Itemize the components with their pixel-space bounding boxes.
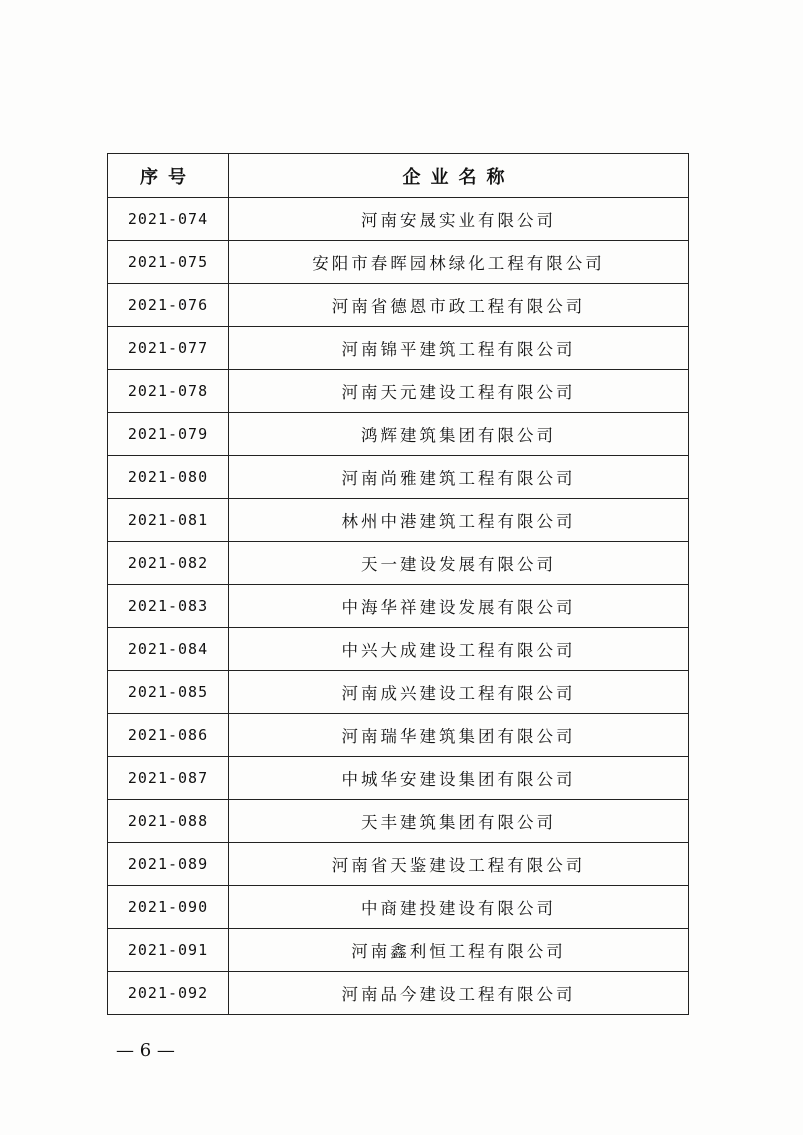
row-number-cell: 2021-082 — [108, 542, 229, 585]
company-name-cell: 河南锦平建筑工程有限公司 — [229, 327, 689, 370]
company-name-cell: 河南瑞华建筑集团有限公司 — [229, 714, 689, 757]
company-name-cell: 河南尚雅建筑工程有限公司 — [229, 456, 689, 499]
row-number-cell: 2021-077 — [108, 327, 229, 370]
row-number-cell: 2021-090 — [108, 886, 229, 929]
table-row — [108, 628, 689, 671]
company-name-cell: 河南天元建设工程有限公司 — [229, 370, 689, 413]
row-number-cell: 2021-076 — [108, 284, 229, 327]
page-number: — 6 — — [116, 1040, 175, 1061]
column-header-company: 企业名称 — [229, 154, 689, 198]
table-row — [108, 542, 689, 585]
row-number-cell: 2021-075 — [108, 241, 229, 284]
table-row — [108, 499, 689, 542]
company-name-cell: 河南品今建设工程有限公司 — [229, 972, 689, 1015]
table-header-row — [108, 154, 689, 198]
company-name-cell: 中海华祥建设发展有限公司 — [229, 585, 689, 628]
table-body — [108, 198, 689, 1015]
table-row — [108, 198, 689, 241]
table-row — [108, 671, 689, 714]
company-name-cell: 天丰建筑集团有限公司 — [229, 800, 689, 843]
row-number-cell: 2021-088 — [108, 800, 229, 843]
table-row — [108, 284, 689, 327]
company-name-cell: 鸿辉建筑集团有限公司 — [229, 413, 689, 456]
table-row — [108, 886, 689, 929]
table-row — [108, 370, 689, 413]
company-name-cell: 中商建投建设有限公司 — [229, 886, 689, 929]
row-number-cell: 2021-085 — [108, 671, 229, 714]
company-table — [107, 153, 689, 1015]
row-number-cell: 2021-089 — [108, 843, 229, 886]
table-row — [108, 972, 689, 1015]
table-row — [108, 327, 689, 370]
company-name-cell: 河南成兴建设工程有限公司 — [229, 671, 689, 714]
row-number-cell: 2021-080 — [108, 456, 229, 499]
column-header-number: 序号 — [108, 154, 229, 198]
row-number-cell: 2021-078 — [108, 370, 229, 413]
table-row — [108, 800, 689, 843]
company-name-cell: 林州中港建筑工程有限公司 — [229, 499, 689, 542]
table-row — [108, 241, 689, 284]
company-name-cell: 河南鑫利恒工程有限公司 — [229, 929, 689, 972]
table-row — [108, 843, 689, 886]
table-row — [108, 929, 689, 972]
row-number-cell: 2021-086 — [108, 714, 229, 757]
row-number-cell: 2021-084 — [108, 628, 229, 671]
row-number-cell: 2021-079 — [108, 413, 229, 456]
company-name-cell: 河南省天鉴建设工程有限公司 — [229, 843, 689, 886]
row-number-cell: 2021-081 — [108, 499, 229, 542]
row-number-cell: 2021-074 — [108, 198, 229, 241]
row-number-cell: 2021-087 — [108, 757, 229, 800]
company-name-cell: 中城华安建设集团有限公司 — [229, 757, 689, 800]
company-name-cell: 河南省德恩市政工程有限公司 — [229, 284, 689, 327]
company-name-cell: 中兴大成建设工程有限公司 — [229, 628, 689, 671]
company-name-cell: 天一建设发展有限公司 — [229, 542, 689, 585]
table-row — [108, 456, 689, 499]
company-name-cell: 河南安晟实业有限公司 — [229, 198, 689, 241]
company-name-cell: 安阳市春晖园林绿化工程有限公司 — [229, 241, 689, 284]
table-row — [108, 757, 689, 800]
row-number-cell: 2021-092 — [108, 972, 229, 1015]
table-row — [108, 585, 689, 628]
row-number-cell: 2021-091 — [108, 929, 229, 972]
table-row — [108, 413, 689, 456]
table-row — [108, 714, 689, 757]
row-number-cell: 2021-083 — [108, 585, 229, 628]
